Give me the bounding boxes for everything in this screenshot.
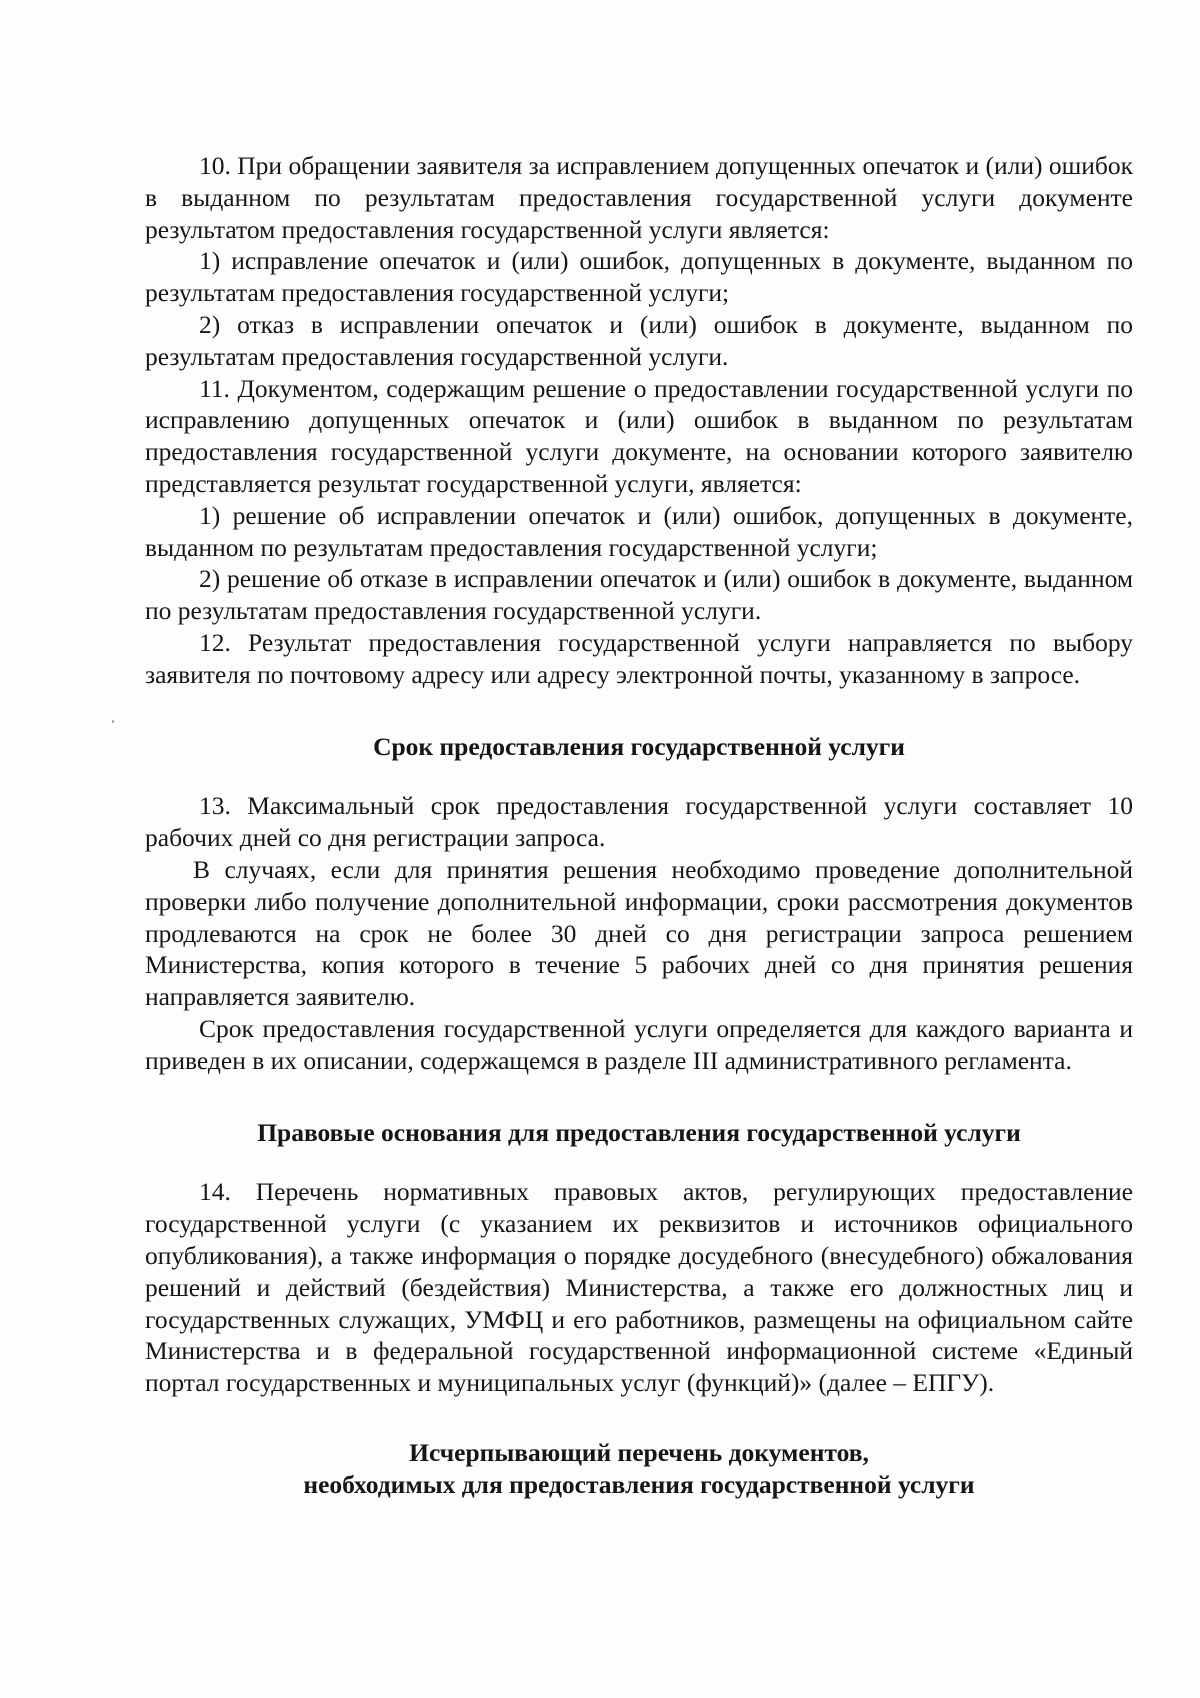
paragraph-13: 13. Максимальный срок предоставления государственной услуги составляет 10 рабочих дней со дня регистрации запроса.: [145, 791, 1133, 853]
paragraph-10-item-2: 2) отказ в исправлении опечаток и (или) ошибок в документе, выданном по результатам предоставления государственной услуги.: [145, 309, 1133, 371]
scan-speck: [112, 720, 114, 723]
paragraph-10-item-1: 1) исправление опечаток и (или) ошибок, допущенных в документе, выданном по результатам предоставления государственной услуги;: [145, 246, 1133, 308]
paragraph-13-variant: Срок предоставления государственной услуги определяется для каждого варианта и приведен в их описании, содержащемся в разделе III административного регламента.: [145, 1013, 1133, 1075]
paragraph-11-item-2: 2) решение об отказе в исправлении опечаток и (или) ошибок в документе, выданном по результатам предоставления государственной услуги.: [145, 564, 1133, 626]
spacer: [145, 762, 1133, 790]
spacer: [145, 1148, 1133, 1176]
paragraph-12: 12. Результат предоставления государственной услуги направляется по выбору заявителя по почтовому адресу или адресу электронной почты, указанному в запросе.: [145, 627, 1133, 689]
section-heading-legal: Правовые основания для предоставления государственной услуги: [257, 1117, 1021, 1147]
section-heading-docs-line-2: необходимых для предоставления государственной услуги: [303, 1469, 975, 1499]
spacer: [145, 1399, 1133, 1437]
paragraph-13-extension: В случаях, если для принятия решения необходимо проведение дополнительной проверки либо получение дополнительной информации, сроки рассмотрения документов продлеваются на срок не более 30 дней со дня регистрации запроса решением Министерства, копия которого в течение 5 рабочих дней со дня принятия решения направляется заявителю.: [145, 854, 1133, 1012]
spacer: [145, 1077, 1133, 1117]
paragraph-11: 11. Документом, содержащим решение о предоставлении государственной услуги по исправлению допущенных опечаток и (или) ошибок в выданном по результатам предоставления государственной услуги документе, на основании которого заявителю представляется результат государственной услуги, является:: [145, 373, 1133, 498]
section-heading-docs-line-1: Исчерпывающий перечень документов,: [409, 1437, 869, 1467]
document-body: [145, 150, 1133, 1500]
paragraph-10: 10. При обращении заявителя за исправлением допущенных опечаток и (или) ошибок в выданном по результатам предоставления государственной услуги документе результатом предоставления государственной услуги является:: [145, 151, 1133, 244]
paragraph-14: 14. Перечень нормативных правовых актов, регулирующих предоставление государственной услуги (с указанием их реквизитов и источников официального опубликования), а также информация о порядке досудебного (внесудебного) обжалования решений и действий (бездействия) Министерства, а также его должностных лиц и государственных служащих, УМФЦ и его работников, размещены на официальном сайте Министерства и в федеральной государственной информационной системе «Единый портал государственных и муниципальных услуг (функций)» (далее – ЕПГУ).: [145, 1177, 1133, 1398]
paragraph-11-item-1: 1) решение об исправлении опечаток и (или) ошибок, допущенных в документе, выданном по результатам предоставления государственной услуги;: [145, 500, 1133, 562]
spacer: [145, 691, 1133, 731]
section-heading-term: Срок предоставления государственной услуги: [373, 731, 905, 761]
